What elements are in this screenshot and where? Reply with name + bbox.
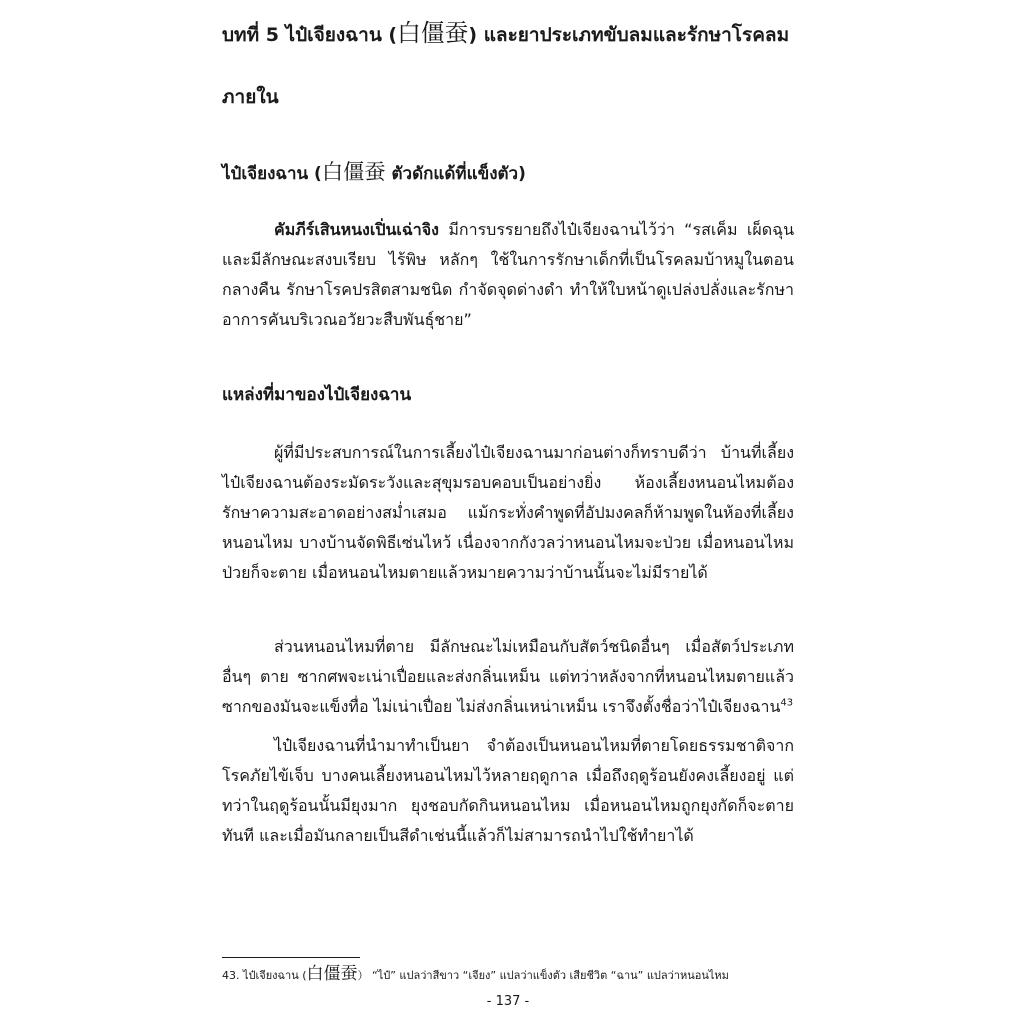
chapter-title-chinese: 白僵蚕 bbox=[397, 19, 469, 47]
paragraph-shennong bbox=[222, 215, 794, 335]
section-heading-text: ไป๋เจียงฉาน ( bbox=[222, 164, 322, 184]
chapter-title-text-end: ) และยาประเภทขับลมและรักษาโรคลมภายใน bbox=[222, 24, 790, 108]
chapter-title bbox=[222, 2, 794, 128]
document-page bbox=[222, 0, 794, 1024]
chapter-title-text: บทที่ 5 ไป๋เจียงฉาน ( bbox=[222, 24, 398, 46]
footnote-text-end: ） “ไป๋” แปลว่าสีขาว “เจียง” แปลว่าแข็งตัว เสียชีวิต “ฉาน” แปลว่าหนอนไหม bbox=[357, 969, 729, 982]
section-heading-bai-jiang-can bbox=[222, 158, 526, 189]
paragraph-shennong-text: มีการบรรยายถึงไป๋เจียงฉานไว้ว่า “รสเค็ม เผ็ดฉุนและมีลักษณะสงบเรียบ ไร้พิษ หลักๆ ใช้ในการรักษาเด็กที่เป็นโรคลมบ้าหมูในตอนกลางคืน รักษาโรคปรสิตสามชนิด กำจัดจุดด่างดำ ทำให้ใบหน้าดูเปล่งปลั่งและรักษาอาการคันบริเวณอวัยวะสืบพันธุ์ชาย” bbox=[222, 220, 794, 329]
paragraph-origin-2 bbox=[222, 632, 794, 722]
page-number: - 137 - bbox=[486, 994, 530, 1009]
section-heading-origin: แหล่งที่มาของไป๋เจียงฉาน bbox=[222, 385, 412, 405]
footnote bbox=[222, 962, 794, 988]
footnote-divider bbox=[222, 957, 360, 958]
paragraph-origin-1: ผู้ที่มีประสบการณ์ในการเลี้ยงไป๋เจียงฉานมาก่อนต่างก็ทราบดีว่า บ้านที่เลี้ยงไป๋เจียงฉานต้องระมัดระวังและสุขุมรอบคอบเป็นอย่างยิ่ง ห้องเลี้ยงหนอนไหมต้องรักษาความสะอาดอย่างสม่ำเสมอ แม้กระทั่งคำพูดที่อัปมงคลก็ห้ามพูดในห้องที่เลี้ยงหนอนไหม บางบ้านจัดพิธีเซ่นไหว้ เนื่องจากกังวลว่าหนอนไหมจะป่วย เมื่อหนอนไหมป่วยก็จะตาย เมื่อหนอนไหมตายแล้วหมายความว่าบ้านนั้นจะไม่มีรายได้ bbox=[222, 443, 794, 582]
footnote-reference: 43 bbox=[780, 697, 794, 709]
section-heading-chinese: 白僵蚕 bbox=[321, 160, 386, 185]
paragraph-origin-3: ไป๋เจียงฉานที่นำมาทำเป็นยา จำต้องเป็นหนอนไหมที่ตายโดยธรรมชาติจากโรคภัยไข้เจ็บ บางคนเลี้ยงหนอนไหมไว้หลายฤดูกาล เมื่อถึงฤดูร้อนยังคงเลี้ยงอยู่ แต่ทว่าในฤดูร้อนนั้นมียุงมาก ยุงชอบกัดกินหนอนไหม เมื่อหนอนไหมถูกยุงกัดก็จะตายทันที และเมื่อมันกลายเป็นสีดำเช่นนี้แล้วก็ไม่สามารถนำไปใช้ทำยาได้ bbox=[222, 736, 794, 845]
footnote-chinese: 白僵蚕 bbox=[306, 964, 358, 984]
section-heading-text-end: ตัวดักแด้ที่แข็งตัว) bbox=[385, 164, 526, 184]
footnote-text: 43. ไป๋เจียงฉาน ( bbox=[222, 969, 307, 982]
classic-text-name: คัมภีร์เสินหนงเปิ่นเฉ่าจิง bbox=[274, 220, 439, 239]
paragraph-origin-2-text: ส่วนหนอนไหมที่ตาย มีลักษณะไม่เหมือนกับสัตว์ชนิดอื่นๆ เมื่อสัตว์ประเภทอื่นๆ ตาย ซากศพจะเน่าเปื่อยและส่งกลิ่นเหม็น แต่ทว่าหลังจากที่หนอนไหมตายแล้ว ซากของมันจะแข็งทื่อ ไม่เน่าเปื่อย ไม่ส่งกลิ่นเหน่าเหม็น เราจึงตั้งชื่อว่าไป๋เจียงฉาน bbox=[222, 637, 794, 716]
